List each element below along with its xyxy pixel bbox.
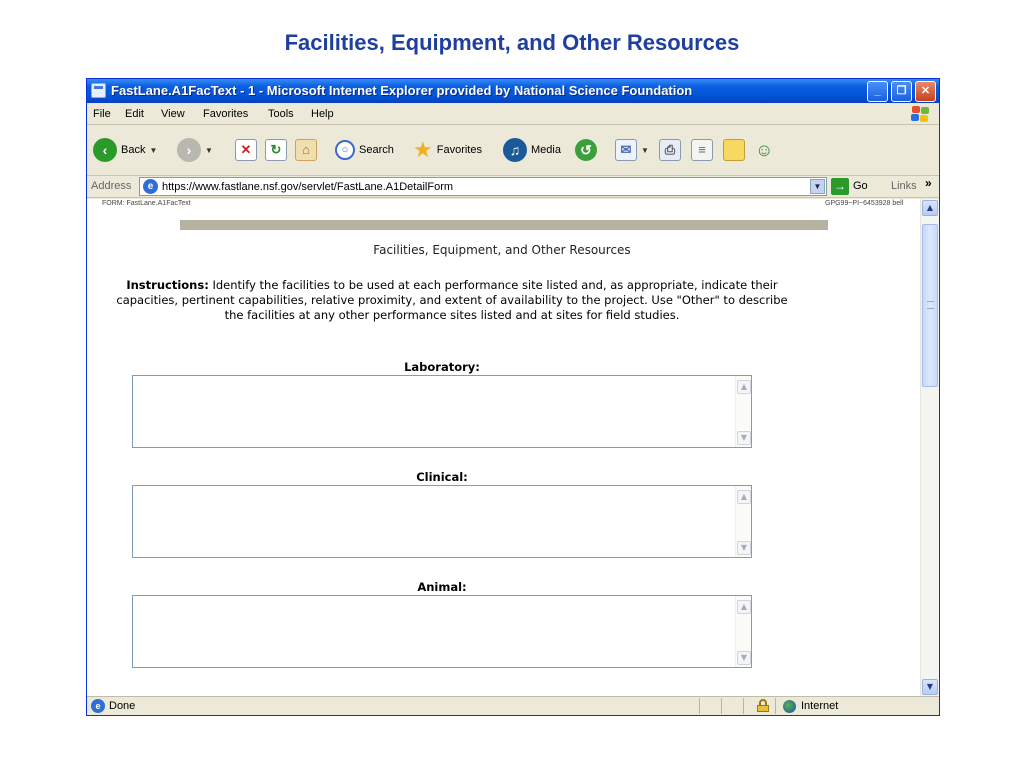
address-url[interactable]: https://www.fastlane.nsf.gov/servlet/FastLane.A1DetailForm: [162, 181, 454, 193]
forward-button[interactable]: [177, 136, 213, 164]
clinical-textarea[interactable]: [132, 485, 752, 558]
page-scrollbar[interactable]: [920, 199, 939, 696]
scroll-down-icon[interactable]: ▼: [737, 651, 751, 665]
ie-page-icon: e: [143, 179, 158, 194]
media-icon: ♫: [503, 138, 527, 162]
search-icon: ○: [335, 140, 355, 160]
page-content: [87, 199, 939, 696]
go-button[interactable]: Go: [853, 180, 868, 192]
clinical-label: Clinical:: [416, 470, 468, 484]
history-icon: ↺: [575, 139, 597, 161]
go-arrow-icon[interactable]: →: [831, 178, 849, 195]
ie-page-icon: e: [91, 699, 105, 713]
search-label: Search: [359, 144, 394, 156]
stop-icon: ✕: [235, 139, 257, 161]
status-divider: [699, 698, 700, 714]
home-icon: ⌂: [295, 139, 317, 161]
menu-file[interactable]: File: [93, 108, 111, 120]
history-button[interactable]: [575, 136, 597, 164]
security-zone[interactable]: Internet: [801, 700, 839, 712]
stop-button[interactable]: [235, 136, 257, 164]
lock-icon[interactable]: [757, 699, 769, 712]
close-button[interactable]: ✕: [915, 81, 936, 102]
menu-help[interactable]: Help: [311, 108, 334, 120]
minimize-button[interactable]: _: [867, 81, 888, 102]
search-button[interactable]: [335, 136, 394, 164]
standard-toolbar: [87, 126, 939, 176]
chevron-down-icon[interactable]: ▼: [641, 145, 649, 155]
instructions-text: Identify the facilities to be used at each performance site listed and, as appropriate, indicate their capacities, pertinent capabilities, relative proximity, and extent of availability to the project. Use "Other" to describe the facilities at any other performance sites listed and at sites for field studies.: [116, 278, 788, 322]
title-bar[interactable]: [87, 79, 939, 103]
textarea-scrollbar[interactable]: [735, 486, 751, 557]
instructions: [107, 278, 797, 323]
scroll-thumb[interactable]: [922, 224, 938, 387]
slide-title: Facilities, Equipment, and Other Resources: [284, 30, 740, 55]
scroll-up-icon[interactable]: ▲: [737, 490, 751, 504]
textarea-scrollbar[interactable]: [735, 376, 751, 447]
chevron-down-icon[interactable]: ▼: [149, 145, 158, 155]
page-title: Facilities, Equipment, and Other Resources: [373, 243, 631, 257]
form-id: FORM: FastLane.A1FacText: [102, 200, 191, 207]
chevron-down-icon[interactable]: ▼: [205, 145, 213, 155]
mail-button[interactable]: [615, 136, 649, 164]
address-input[interactable]: [139, 177, 827, 196]
menu-bar: [87, 104, 939, 125]
status-text: Done: [109, 700, 136, 712]
edit-icon: ≡: [691, 139, 713, 161]
print-icon: ⎙: [659, 139, 681, 161]
address-bar: [87, 175, 939, 198]
messenger-icon: ☺: [755, 139, 774, 160]
globe-icon: [783, 700, 796, 713]
scroll-down-icon[interactable]: ▼: [737, 541, 751, 555]
back-arrow-icon: ‹: [93, 138, 117, 162]
toolbar-chevron-icon[interactable]: »: [925, 176, 932, 190]
back-button[interactable]: [93, 136, 157, 164]
maximize-button[interactable]: ❐: [891, 81, 912, 102]
browser-window: [86, 78, 940, 716]
favorites-label: Favorites: [436, 144, 482, 156]
chevron-down-icon[interactable]: ▼: [810, 179, 825, 194]
laboratory-label: Laboratory:: [404, 360, 480, 374]
media-label: Media: [531, 144, 561, 156]
address-label: Address: [91, 180, 132, 192]
media-button[interactable]: [503, 136, 561, 164]
folder-icon: [723, 139, 745, 161]
status-divider: [743, 698, 744, 714]
scroll-down-icon[interactable]: ▼: [737, 431, 751, 445]
instructions-label: Instructions:: [126, 278, 209, 292]
menu-view[interactable]: View: [161, 108, 185, 120]
status-bar: [87, 696, 939, 715]
animal-label: Animal:: [417, 580, 467, 594]
menu-edit[interactable]: Edit: [125, 108, 144, 120]
refresh-button[interactable]: [265, 136, 287, 164]
links-button[interactable]: Links: [891, 180, 917, 192]
scroll-up-icon[interactable]: ▲: [737, 380, 751, 394]
discuss-button[interactable]: [723, 136, 745, 164]
home-button[interactable]: [295, 136, 317, 164]
scroll-down-icon[interactable]: ▼: [922, 679, 938, 695]
ie-window-icon[interactable]: [91, 83, 106, 98]
form-reference: GPG99~PI~6453928 bell: [825, 200, 904, 207]
menu-favorites[interactable]: Favorites: [203, 108, 249, 120]
print-button[interactable]: [659, 136, 681, 164]
textarea-scrollbar[interactable]: [735, 596, 751, 667]
windows-logo-icon: [911, 106, 931, 123]
header-divider: [180, 220, 828, 230]
scroll-up-icon[interactable]: ▲: [922, 200, 938, 216]
status-divider: [721, 698, 722, 714]
favorites-button[interactable]: [413, 136, 482, 164]
menu-tools[interactable]: Tools: [268, 108, 294, 120]
refresh-icon: ↻: [265, 139, 287, 161]
forward-arrow-icon: ›: [177, 138, 201, 162]
back-label: Back: [121, 144, 146, 156]
animal-textarea[interactable]: [132, 595, 752, 668]
scroll-up-icon[interactable]: ▲: [737, 600, 751, 614]
mail-icon: ✉: [615, 139, 637, 161]
status-divider: [775, 698, 776, 714]
star-icon: ★: [413, 137, 433, 162]
messenger-button[interactable]: [755, 136, 773, 164]
window-title: FastLane.A1FacText - 1 - Microsoft Internet Explorer provided by National Science Foundation: [111, 83, 693, 98]
laboratory-textarea[interactable]: [132, 375, 752, 448]
edit-button[interactable]: [691, 136, 713, 164]
